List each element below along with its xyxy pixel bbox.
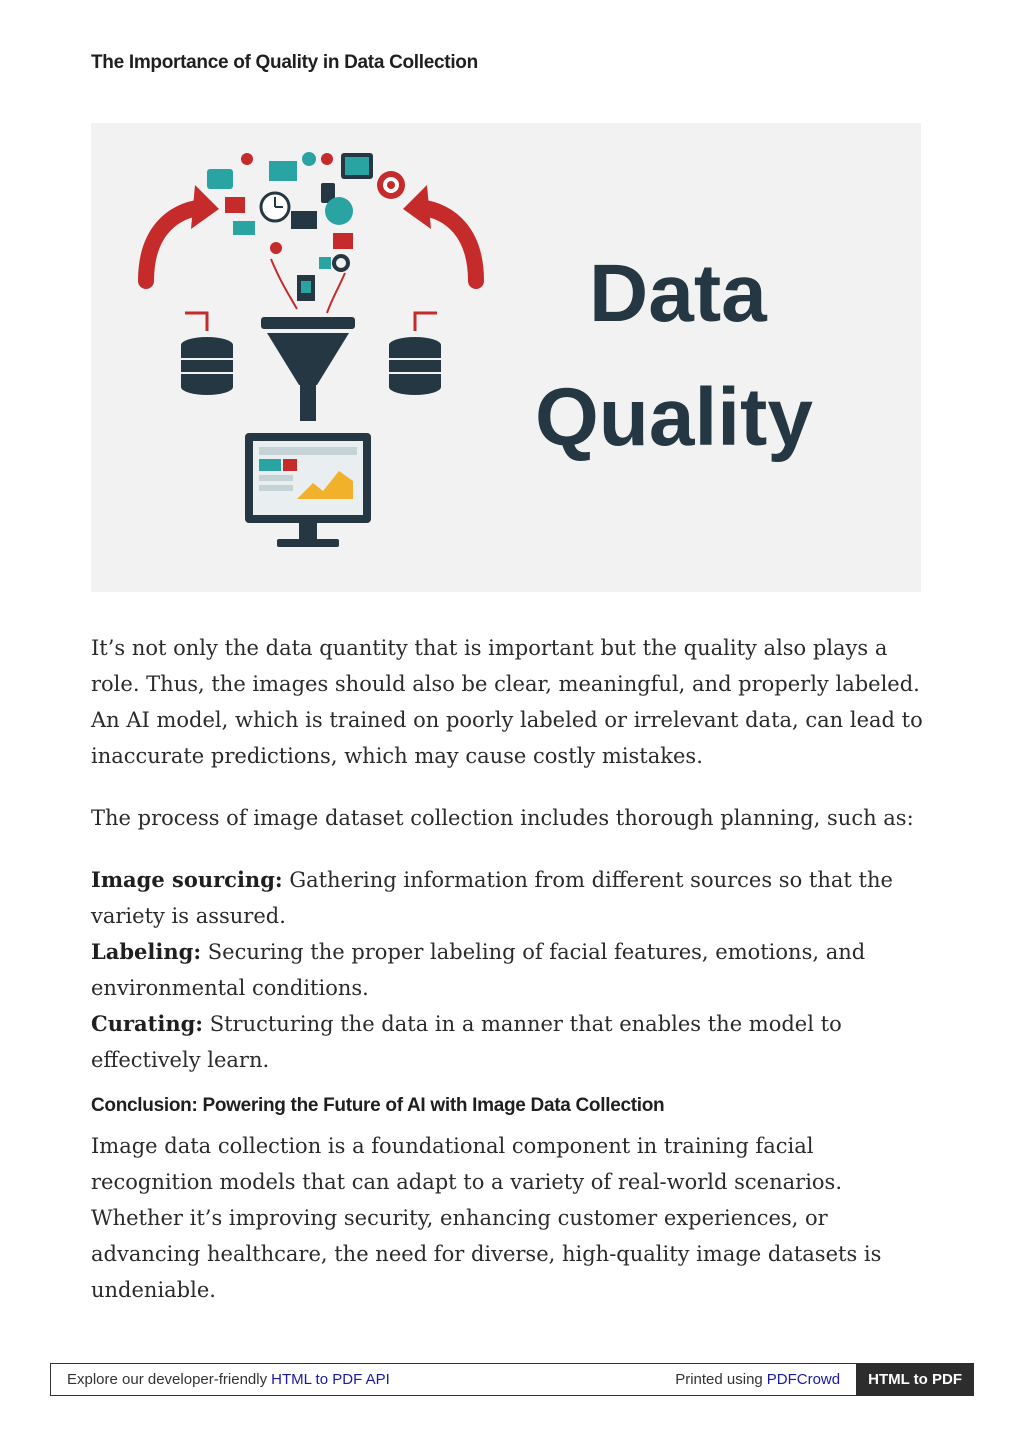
conclusion-heading: Conclusion: Powering the Future of AI with Image Data Collection xyxy=(91,1095,665,1116)
left-arrow-icon xyxy=(146,185,219,281)
list-item xyxy=(91,1006,931,1078)
paragraph-conclusion: Image data collection is a foundational component in training facial recognition models that can adapt to a variety of real-world scenarios. Whether it’s improving security, enhancing customer experiences, or advancing healthcare, the need for diverse, high-quality image datasets is undeniable. xyxy=(91,1134,882,1302)
html-to-pdf-api-link[interactable]: HTML to PDF API xyxy=(271,1371,390,1388)
list-item-text: Gathering information from different sources so that the variety is assured. xyxy=(91,868,893,928)
hero-word-data: Data xyxy=(589,248,767,339)
data-quality-illustration xyxy=(91,123,921,592)
list-item xyxy=(91,934,931,1006)
planning-list xyxy=(91,862,931,1078)
left-database-icon xyxy=(181,313,233,395)
data-icons-cluster xyxy=(207,152,405,313)
list-item-term: Labeling: xyxy=(91,939,202,964)
right-arrow-icon xyxy=(403,185,476,281)
pdfcrowd-link[interactable]: PDFCrowd xyxy=(766,1371,841,1388)
illustration-svg xyxy=(91,123,921,592)
pdfcrowd-footer xyxy=(50,1363,974,1396)
footer-printed-text: Printed using xyxy=(675,1371,763,1388)
list-item-text: Securing the proper labeling of facial features, emotions, and environmental conditions. xyxy=(91,940,866,1000)
footer-explore xyxy=(51,1364,675,1395)
funnel-icon xyxy=(261,317,355,421)
list-item-text: Structuring the data in a manner that enables the model to effectively learn. xyxy=(91,1012,842,1072)
page-title: The Importance of Quality in Data Collection xyxy=(91,52,478,73)
paragraph-process: The process of image dataset collection includes thorough planning, such as: xyxy=(91,806,914,830)
paragraph-quality: It’s not only the data quantity that is important but the quality also plays a role. Thus, the images should also be clear, meaningful, and properly labeled. An AI model, which is trained on poorly labeled or irrelevant data, can lead to inaccurate predictions, which may cause costly mistakes. xyxy=(91,636,923,768)
hero-word-quality: Quality xyxy=(535,372,813,463)
footer-printed xyxy=(675,1364,856,1395)
right-database-icon xyxy=(389,313,441,395)
list-item-term: Image sourcing: xyxy=(91,867,283,892)
list-item-term: Curating: xyxy=(91,1011,204,1036)
footer-explore-text: Explore our developer-friendly xyxy=(67,1371,268,1388)
monitor-icon xyxy=(245,433,371,547)
html-to-pdf-button[interactable]: HTML to PDF xyxy=(856,1363,974,1396)
list-item xyxy=(91,862,931,934)
